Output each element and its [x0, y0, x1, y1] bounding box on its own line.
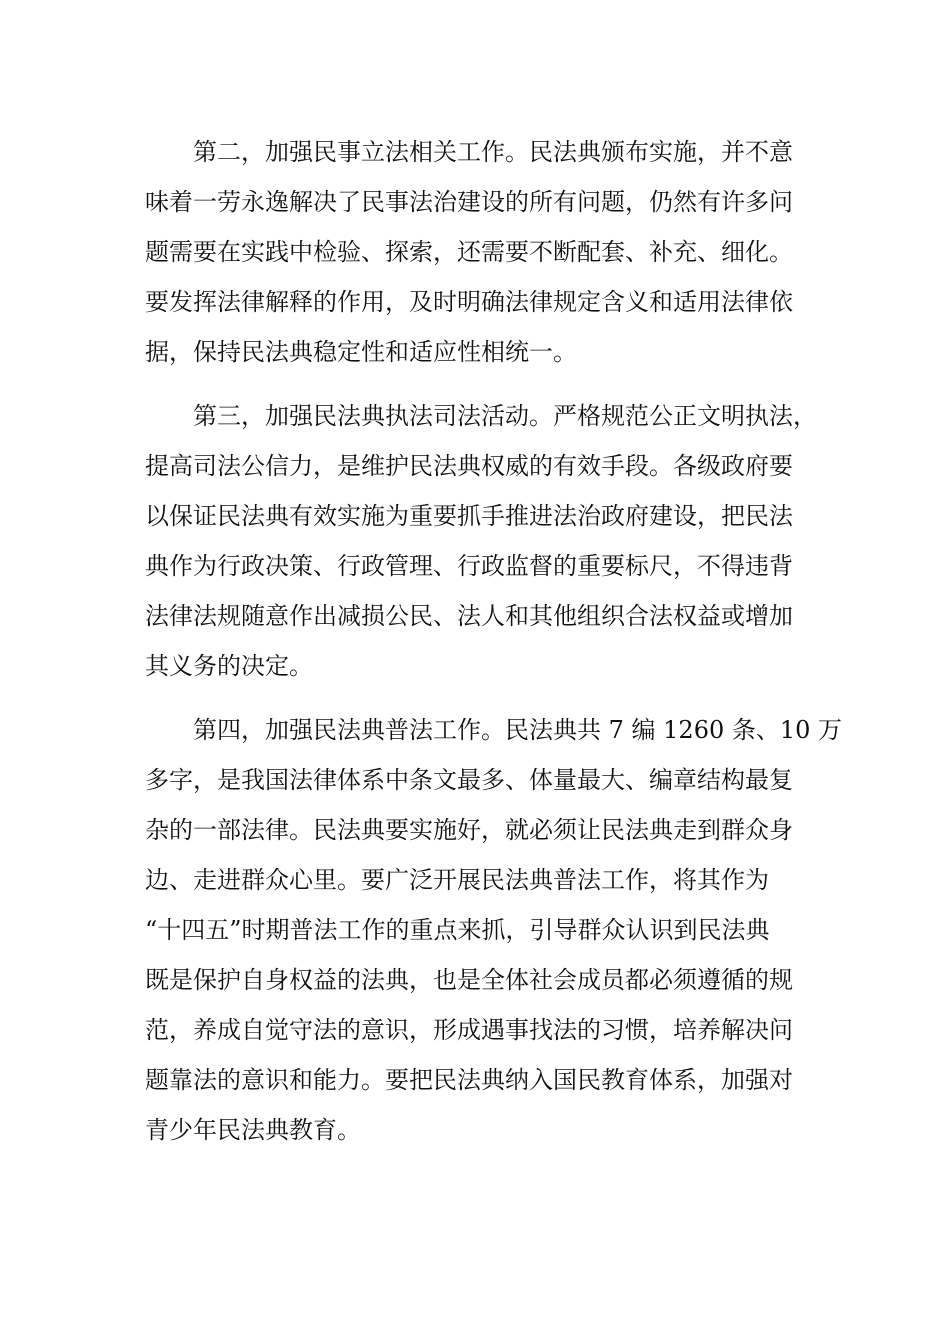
paragraph-line: 其义务的决定。 [145, 652, 313, 680]
paragraph-line: 要发挥法律解释的作用，及时明确法律规定含义和适用法律依 [145, 288, 793, 316]
paragraph-line: 据，保持民法典稳定性和适应性相统一。 [145, 338, 577, 366]
paragraph-line: 以保证民法典有效实施为重要抓手推进法治政府建设，把民法 [145, 502, 793, 530]
paragraph-line: 范，养成自觉守法的意识，形成遇事找法的习惯，培养解决问 [145, 1016, 793, 1044]
paragraph-line: 法律法规随意作出减损公民、法人和其他组织合法权益或增加 [145, 602, 793, 630]
paragraph-line: 第四，加强民法典普法工作。民法典共 7 编 1260 条、10 万 [193, 716, 843, 744]
paragraph-line: 典作为行政决策、行政管理、行政监督的重要标尺，不得违背 [145, 552, 793, 580]
paragraph-line: 题靠法的意识和能力。要把民法典纳入国民教育体系，加强对 [145, 1066, 793, 1094]
paragraph-line: 题需要在实践中检验、探索，还需要不断配套、补充、细化。 [145, 238, 793, 266]
paragraph-line: 第三，加强民法典执法司法活动。严格规范公正文明执法， [193, 402, 817, 430]
paragraph-line: 第二，加强民事立法相关工作。民法典颁布实施，并不意 [193, 138, 793, 166]
paragraph-line: 边、走进群众心里。要广泛开展民法典普法工作，将其作为 [145, 866, 769, 894]
paragraph-line: 多字，是我国法律体系中条文最多、体量最大、编章结构最复 [145, 766, 793, 794]
paragraph-line: 青少年民法典教育。 [145, 1116, 361, 1144]
paragraph-line: 杂的一部法律。民法典要实施好，就必须让民法典走到群众身 [145, 816, 793, 844]
paragraph-line: “十四五”时期普法工作的重点来抓，引导群众认识到民法典 [145, 916, 770, 944]
paragraph-line: 既是保护自身权益的法典，也是全体社会成员都必须遵循的规 [145, 966, 793, 994]
paragraph-line: 味着一劳永逸解决了民事法治建设的所有问题，仍然有许多问 [145, 188, 793, 216]
paragraph-line: 提高司法公信力，是维护民法典权威的有效手段。各级政府要 [145, 452, 793, 480]
